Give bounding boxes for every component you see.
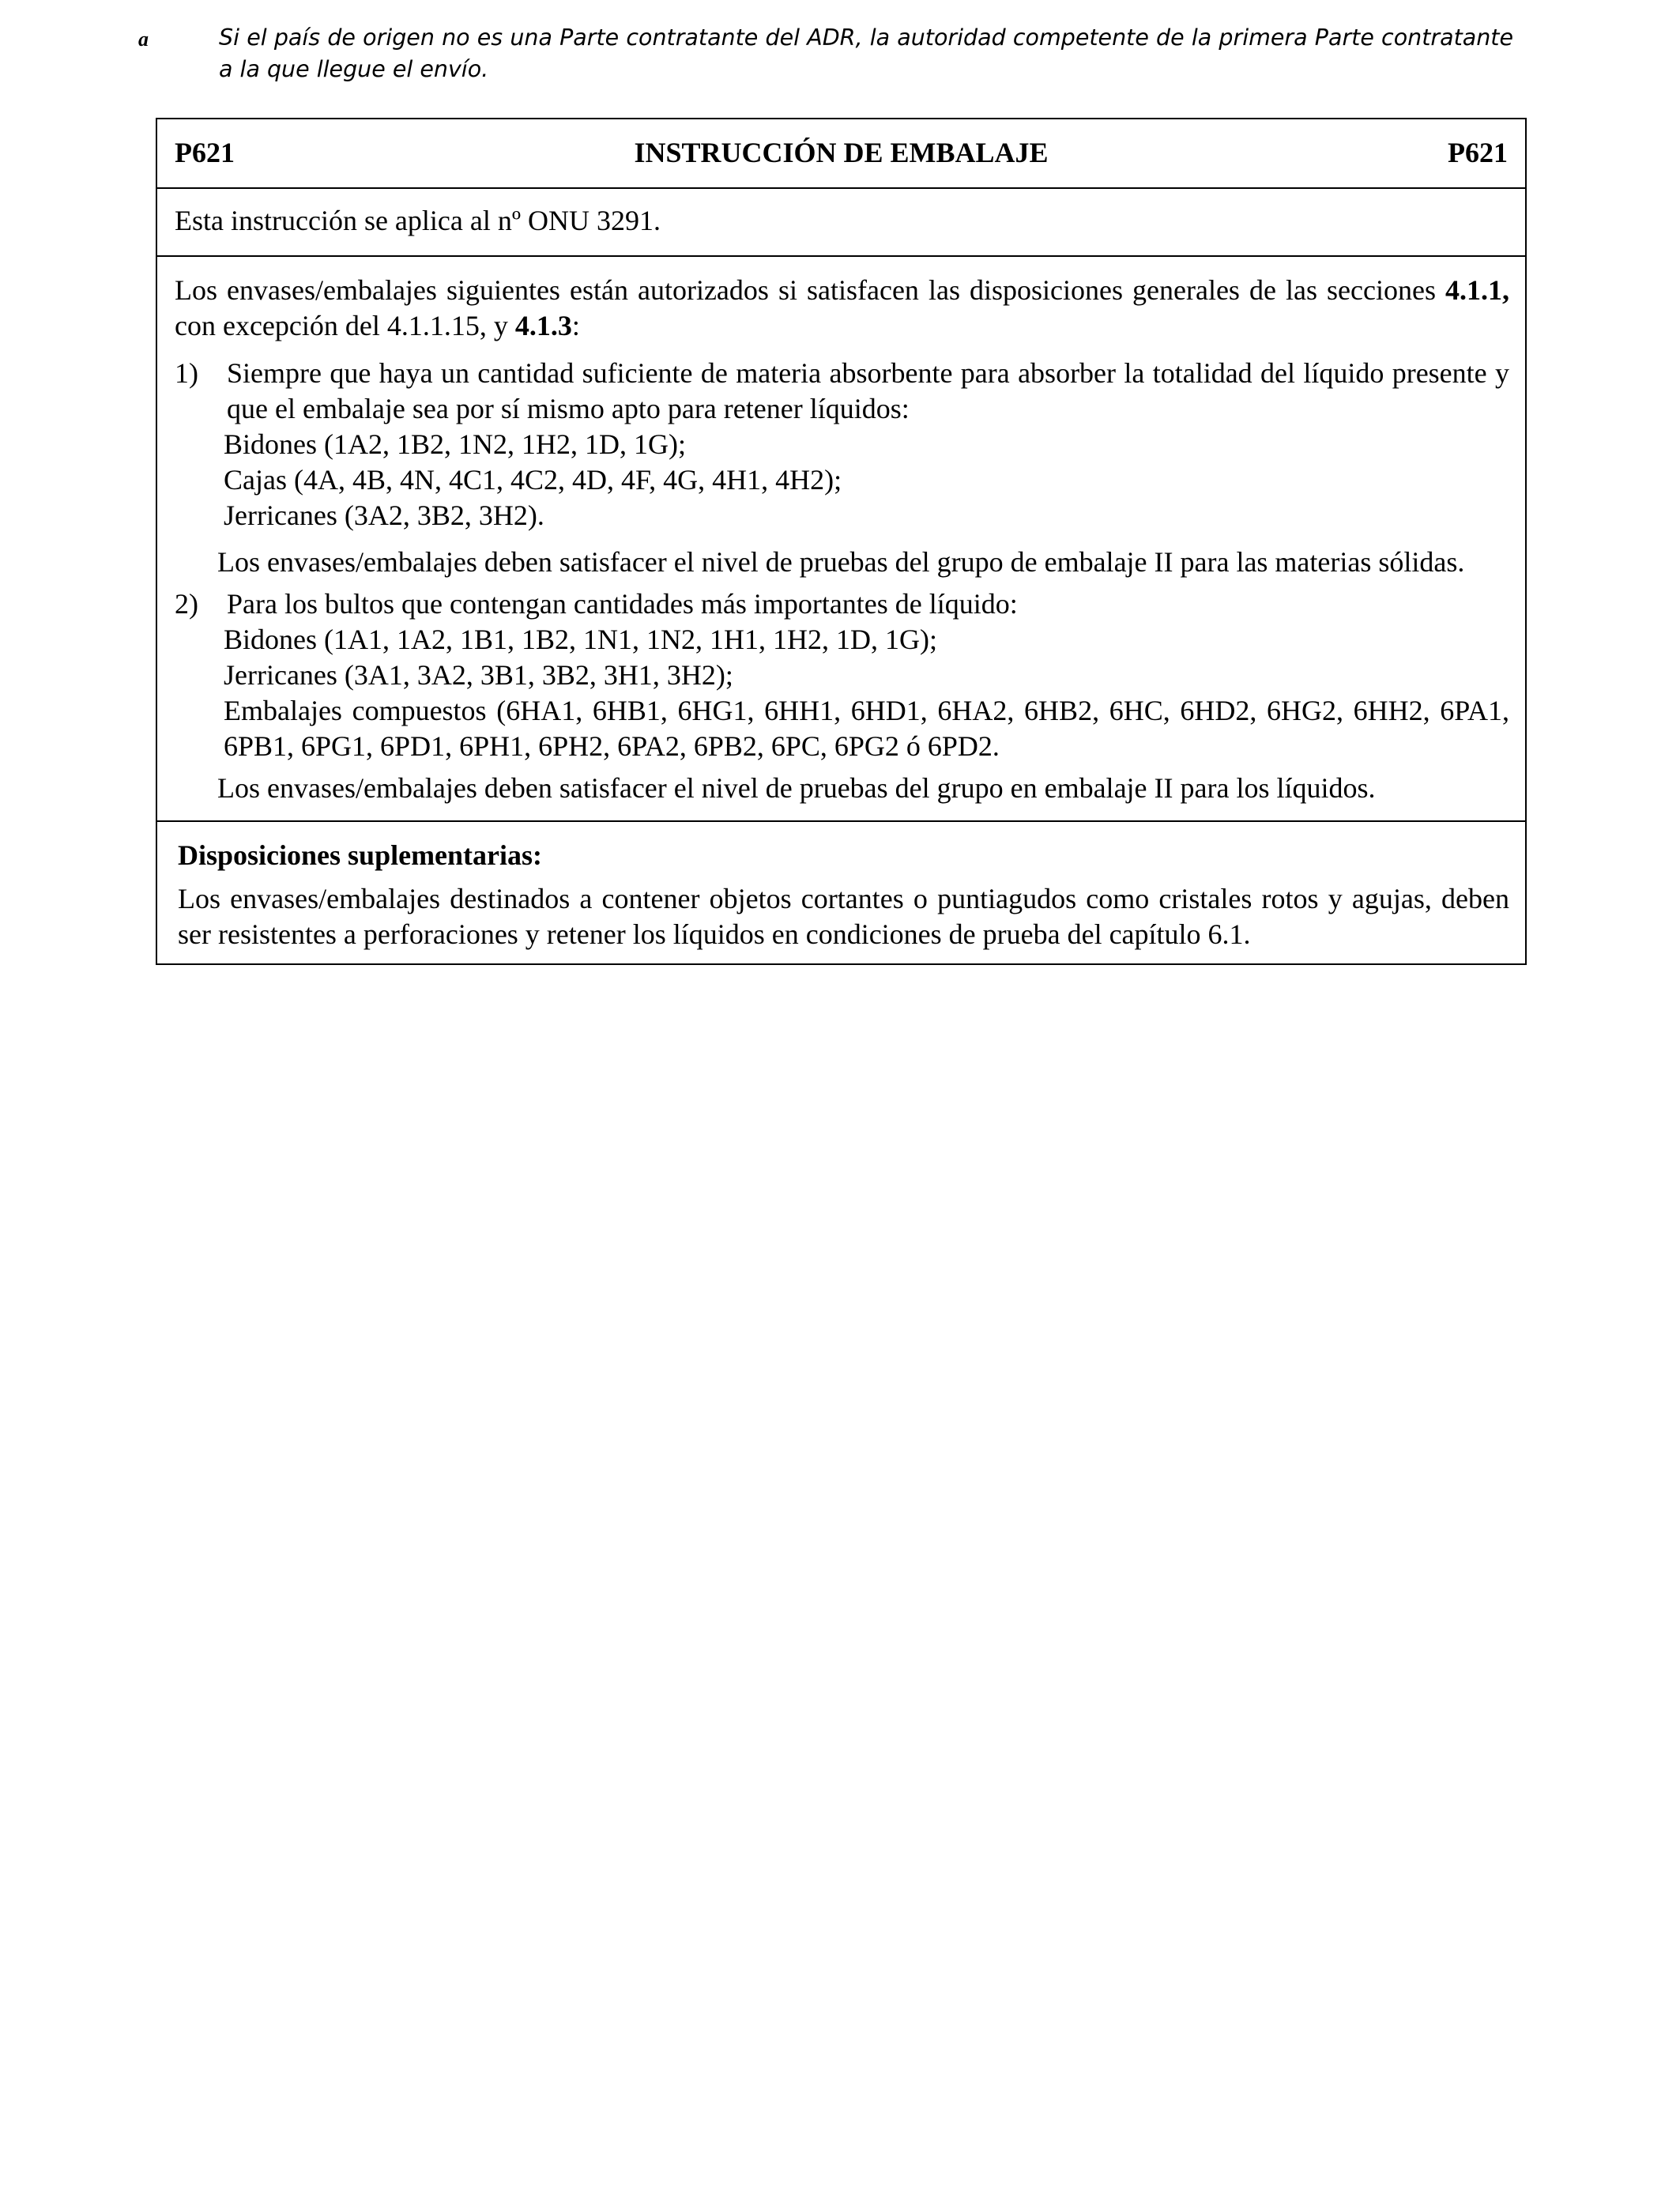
- instruction-code-left: P621: [175, 137, 235, 168]
- packaging-line: Cajas (4A, 4B, 4N, 4C1, 4C2, 4D, 4F, 4G, 4H1, 4H2);: [224, 464, 842, 496]
- item-note-wrap: [175, 771, 1509, 806]
- footnote-mark: a: [138, 28, 149, 51]
- item-number: 1): [175, 357, 198, 389]
- item-note: Los envases/embalajes deben satisfacer el nivel de pruebas del grupo de embalaje II para las materias sólidas.: [217, 546, 1465, 578]
- intro-paragraph: [175, 273, 1509, 344]
- instruction-body: [157, 255, 1525, 820]
- item-number: 2): [175, 588, 198, 620]
- footnote-text: Si el país de origen no es una Parte contratante del ADR, la autoridad competente de la primera Parte contratante a la que llegue el envío.: [219, 25, 1513, 82]
- instruction-title: INSTRUCCIÓN DE EMBALAJE: [634, 137, 1049, 168]
- intro-text-end: :: [571, 310, 580, 341]
- intro-text: Los envases/embalajes siguientes están autorizados si satisfacen las disposiciones generales de las secciones: [175, 274, 1445, 306]
- packaging-list: [175, 427, 1509, 533]
- packaging-line: Bidones (1A1, 1A2, 1B1, 1B2, 1N1, 1N2, 1H1, 1H2, 1D, 1G);: [224, 624, 937, 655]
- footnote: [138, 22, 1513, 85]
- item-lead: Siempre que haya un cantidad suficiente de materia absorbente para absorber la totalidad del líquido presente y que el embalaje sea por sí mismo apto para retener líquidos:: [227, 357, 1509, 424]
- list-item: [175, 356, 1509, 427]
- packing-instruction-table: [156, 118, 1527, 965]
- item-lead: Para los bultos que contengan cantidades más importantes de líquido:: [227, 588, 1018, 620]
- section-ref-4-1-3: 4.1.3: [514, 310, 572, 341]
- item-note: Los envases/embalajes deben satisfacer el nivel de pruebas del grupo en embalaje II para los líquidos.: [217, 772, 1376, 804]
- supplementary-provisions: [157, 820, 1525, 963]
- list-item: [175, 586, 1509, 622]
- section-ref-4-1-1: 4.1.1,: [1445, 274, 1509, 306]
- instruction-code-right: P621: [1448, 137, 1508, 168]
- intro-text-middle: con excepción del 4.1.1.15, y: [175, 310, 515, 341]
- instruction-scope: Esta instrucción se aplica al nº ONU 3291.: [157, 187, 1525, 255]
- packaging-line: Embalajes compuestos (6HA1, 6HB1, 6HG1, 6HH1, 6HD1, 6HA2, 6HB2, 6HC, 6HD2, 6HG2, 6HH2, 6PA1, 6PB1, 6PG1, 6PD1, 6PH1, 6PH2, 6PA2, 6PB2, 6PC, 6PG2 ó 6PD2.: [224, 695, 1509, 762]
- packaging-line: Jerricanes (3A2, 3B2, 3H2).: [224, 499, 544, 531]
- packaging-line: Jerricanes (3A1, 3A2, 3B1, 3B2, 3H1, 3H2);: [224, 659, 733, 691]
- packaging-list: [175, 622, 1509, 764]
- supplementary-title: Disposiciones suplementarias:: [178, 839, 543, 871]
- item-note-wrap: [175, 545, 1509, 580]
- instruction-header: [157, 119, 1525, 187]
- supplementary-text: Los envases/embalajes destinados a contener objetos cortantes o puntiagudos como cristales rotos y agujas, deben ser resistentes a perforaciones y retener los líquidos en condiciones de prueba del capítulo 6.1.: [178, 883, 1509, 950]
- packaging-line: Bidones (1A2, 1B2, 1N2, 1H2, 1D, 1G);: [224, 428, 686, 460]
